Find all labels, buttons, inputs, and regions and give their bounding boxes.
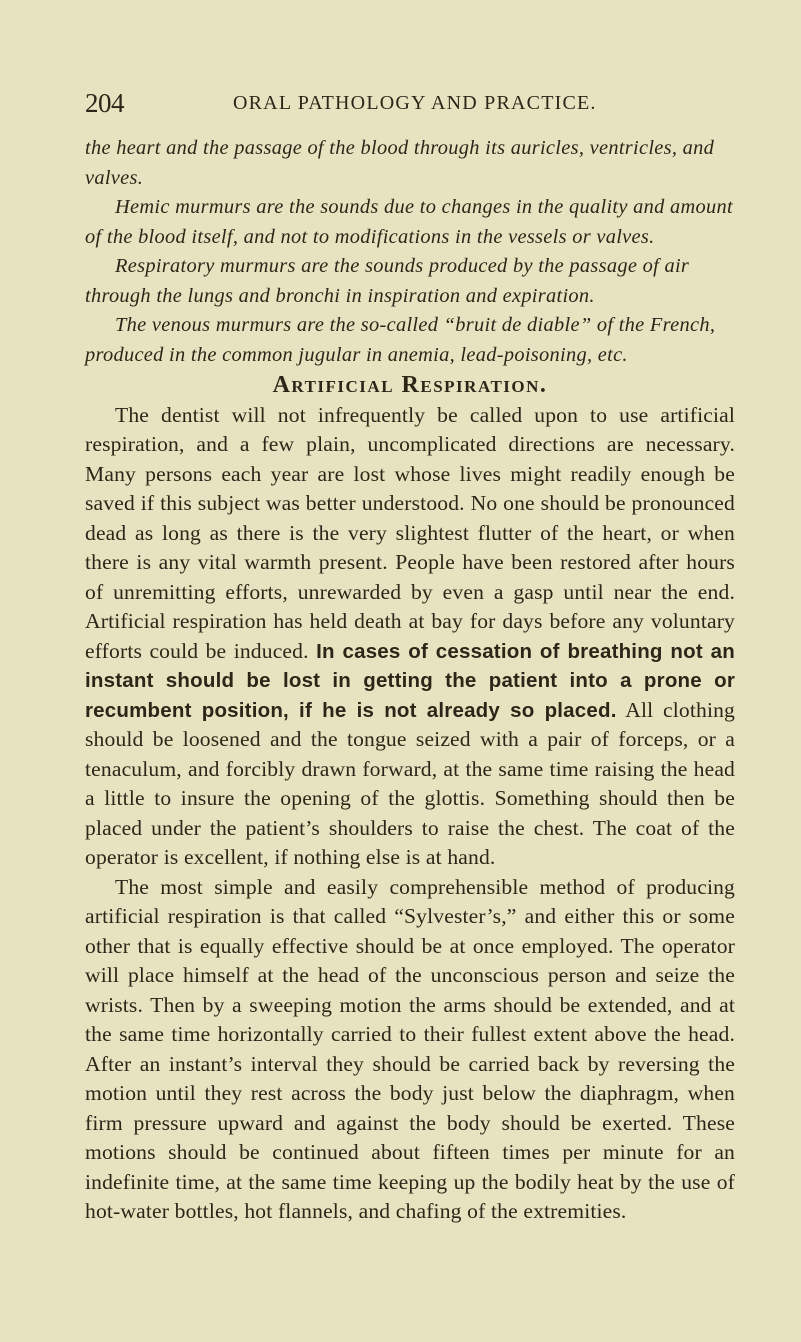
- section-heading: Artificial Respiration.: [272, 372, 548, 398]
- venous-murmurs-paragraph: The venous murmurs are the so-called “bruit de diable” of the French, produced in the common jugular in anemia, lead-poisoning, etc.: [85, 314, 716, 366]
- page-number: 204: [85, 88, 124, 118]
- paragraph-text: The dentist will not infrequently be called upon to use artificial respiration, and a few plain, uncomplicated directions are necessary. Many persons each year are lost whose lives might readily enough be saved if this subject was better understood. No one should be pronounced dead as long as there is the very slightest flutter of the heart, or when there is any vital warmth present. People have been restored after hours of unremitting efforts, unrewarded by even a gasp until near the end. Artificial respiration has held death at bay for days before any voluntary efforts could be induced.: [85, 402, 735, 663]
- running-title: ORAL PATHOLOGY AND PRACTICE.: [233, 92, 597, 114]
- hemic-murmurs-paragraph: Hemic murmurs are the sounds due to changes in the quality and amount of the blood itself, and not to modifications in the vessels or valves.: [85, 196, 734, 248]
- body-text: [85, 134, 735, 1227]
- artificial-respiration-paragraph: [85, 401, 735, 873]
- paragraph-text-continued: All clothing should be loosened and the tongue seized with a pair of forceps, or a tenaculum, and forcibly drawn forward, at the same time raising the head a little to insure the opening of the glottis. Something should then be placed under the patient’s shoulders to raise the chest. The coat of the operator is excellent, if nothing else is at hand.: [85, 697, 735, 869]
- running-header: [85, 88, 735, 124]
- respiratory-murmurs-paragraph: Respiratory murmurs are the sounds produced by the passage of air through the lungs and bronchi in inspiration and expiration.: [85, 255, 690, 307]
- sylvester-method-paragraph: The most simple and easily comprehensible method of producing artificial respiration is that called “Sylvester’s,” and either this or some other that is equally effective should be at once employed. The operator will place himself at the head of the unconscious person and seize the wrists. Then by a sweeping motion the arms should be extended, and at the same time horizontally carried to their fullest extent above the head. After an instant’s interval they should be carried back by reversing the motion until they rest across the body just below the diaphragm, when firm pressure upward and against the body should be exerted. These motions should be continued about fifteen times per minute for an indefinite time, at the same time keeping up the bodily heat by the use of hot-water bottles, hot flannels, and chafing of the extremities.: [85, 874, 735, 1223]
- bold-instruction: In cases of cessation of breathing not an instant should be lost in getting the patient into a prone or recumbent position, if he is not already so placed.: [85, 639, 735, 722]
- continued-italic-paragraph: the heart and the passage of the blood through its auricles, ventricles, and valves.: [85, 137, 715, 189]
